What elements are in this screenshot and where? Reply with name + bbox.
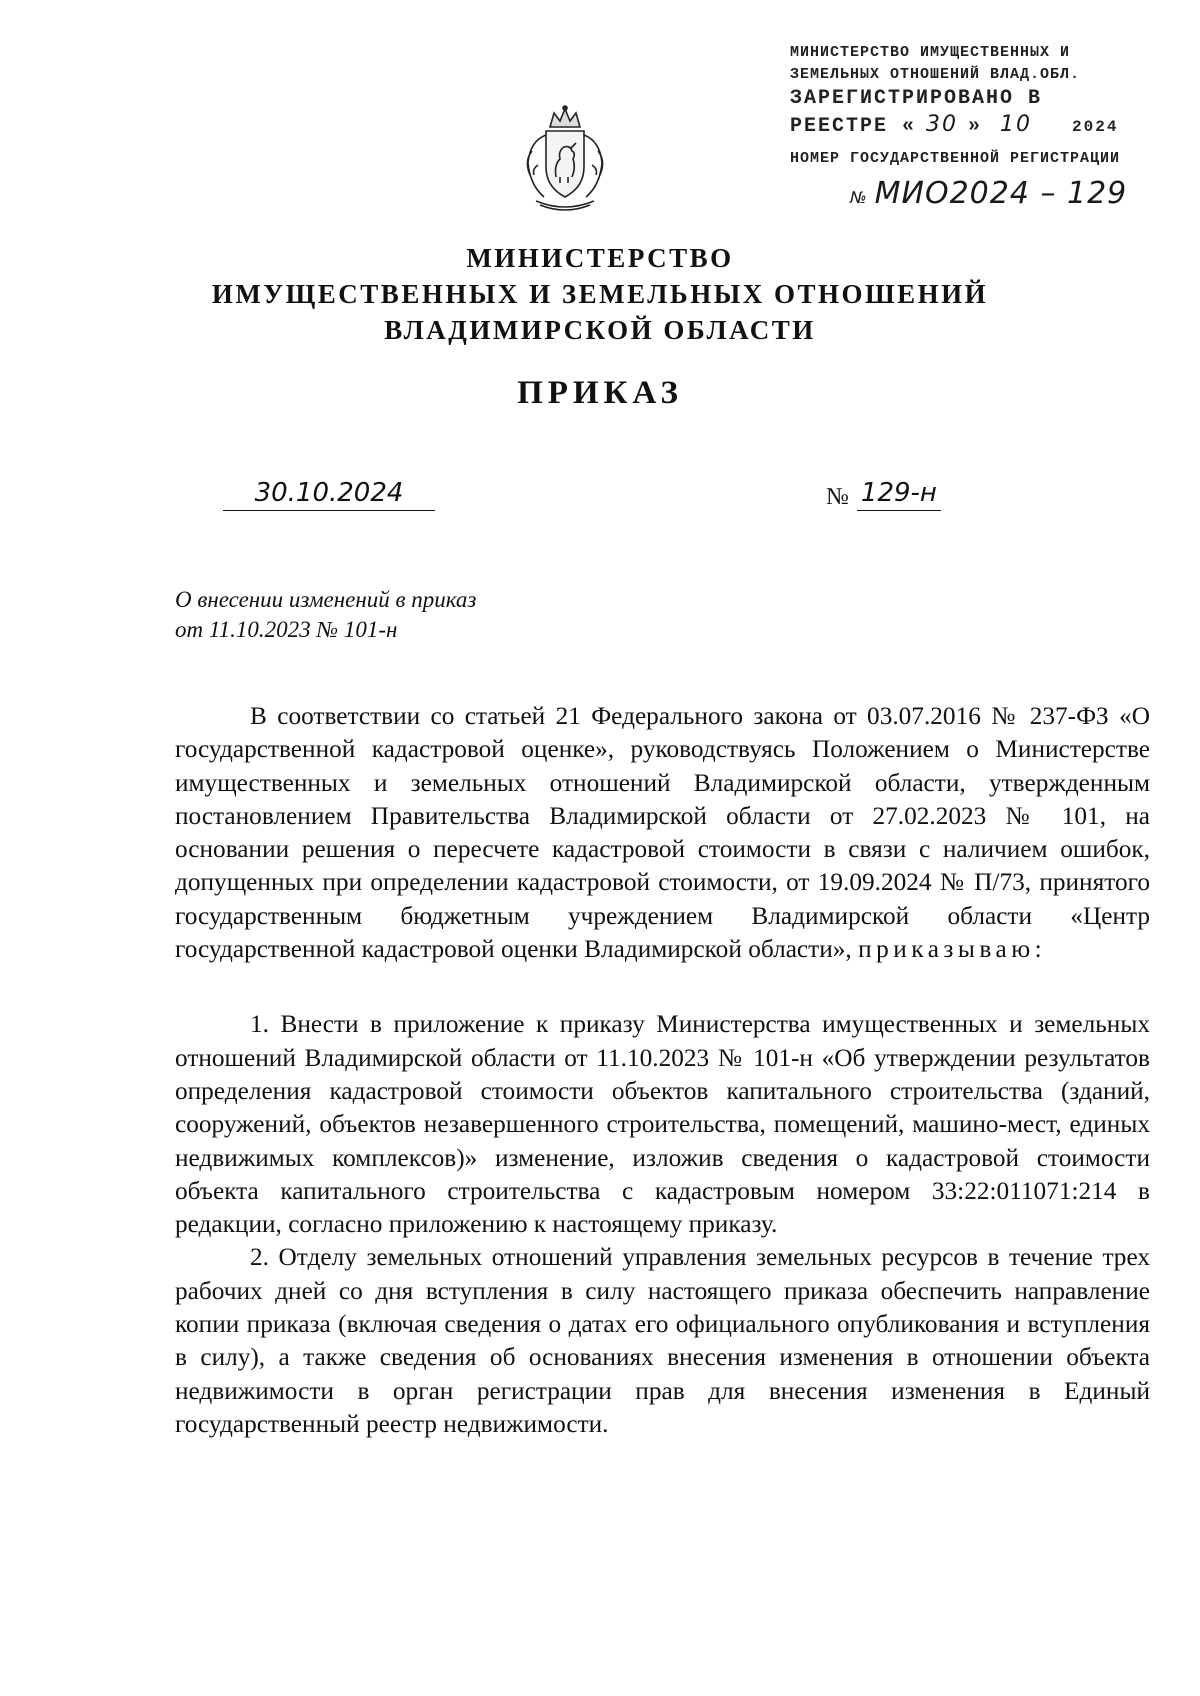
order-subject xyxy=(175,585,675,645)
subject-line-1: О внесении изменений в приказ xyxy=(175,587,477,612)
stamp-registry-day: 30 xyxy=(926,112,959,137)
org-line-3: ВЛАДИМИРСКОЙ ОБЛАСТИ xyxy=(384,315,816,345)
stamp-reg-number-prefix: № xyxy=(850,188,867,207)
order-body xyxy=(175,700,1150,1441)
stamp-line-1: МИНИСТЕРСТВО ИМУЩЕСТВЕННЫХ И xyxy=(790,44,1071,61)
document-type: ПРИКАЗ xyxy=(517,375,683,411)
stamp-registry-month: 10 xyxy=(1000,112,1033,137)
stamp-registry-sep: » xyxy=(968,115,983,138)
stamp-line-2: ЗЕМЕЛЬНЫХ ОТНОШЕНИЙ ВЛАД.ОБЛ. xyxy=(790,66,1081,83)
coat-of-arms-icon xyxy=(510,105,620,215)
stamp-registered: ЗАРЕГИСТРИРОВАНО В xyxy=(790,87,1043,110)
preamble-text: В соответствии со статьей 21 Федерального закона от 03.07.2016 № 237-ФЗ «О государственной кадастровой оценке», руководствуясь Положением о Министерстве имущественных и земельных отношений Владимирской области, утвержденным постановлением Правительства Владимирской области от 27.02.2023 № 101, на основании решения о пересчете кадастровой стоимости в связи с наличием ошибок, допущенных при определении кадастровой стоимости, от 19.09.2024 № П/73, принятого государственным бюджетным учреждением Владимирской области «Центр государственной кадастровой оценки Владимирской области», xyxy=(175,702,1150,964)
order-date: 30.10.2024 xyxy=(223,478,435,511)
stamp-registry-date xyxy=(790,112,1130,140)
stamp-reg-number-row xyxy=(790,176,1130,211)
registration-stamp xyxy=(790,42,1130,211)
org-line-1: МИНИСТЕРСТВО xyxy=(466,243,734,273)
order-number-label: № xyxy=(826,484,849,510)
stamp-state-reg-label: НОМЕР ГОСУДАРСТВЕННОЙ РЕГИСТРАЦИИ xyxy=(790,150,1121,167)
stamp-registry-label: РЕЕСТРЕ « xyxy=(790,115,917,138)
preamble-paragraph xyxy=(175,700,1150,966)
org-line-2: ИМУЩЕСТВЕННЫХ И ЗЕМЕЛЬНЫХ ОТНОШЕНИЙ xyxy=(211,279,989,309)
stamp-reg-number: МИО2024 – 129 xyxy=(874,176,1128,211)
item-2-paragraph: 2. Отделу земельных отношений управления земельных ресурсов в течение трех рабочих дней со дня вступления в силу настоящего приказа обеспечить направление копии приказа (включая сведения о датах его официального опубликования и вступления в силу), а также сведения об основаниях внесения изменения в отношении объекта недвижимости в орган регистрации прав для внесения изменения в Единый государственный реестр недвижимости. xyxy=(175,1243,1150,1438)
organization-name xyxy=(150,240,1050,348)
subject-line-2: от 11.10.2023 № 101-н xyxy=(175,617,398,642)
order-number-block xyxy=(826,478,941,511)
directive-word: приказываю: xyxy=(858,935,1047,964)
item-1-paragraph: 1. Внести в приложение к приказу Министерства имущественных и земельных отношений Владимирской области от 11.10.2023 № 101-н «Об утверждении результатов определения кадастровой стоимости объектов капитального строительства (зданий, сооружений, объектов незавершенного строительства, помещений, машино-мест, единых недвижимых комплексов)» изменение, изложив сведения о кадастровой стоимости объекта капитального строительства с кадастровым номером 33:22:011071:214 в редакции, согласно приложению к настоящему приказу. xyxy=(175,1010,1150,1239)
stamp-registry-year: 2024 xyxy=(1072,118,1119,136)
order-number: 129-н xyxy=(857,478,941,511)
